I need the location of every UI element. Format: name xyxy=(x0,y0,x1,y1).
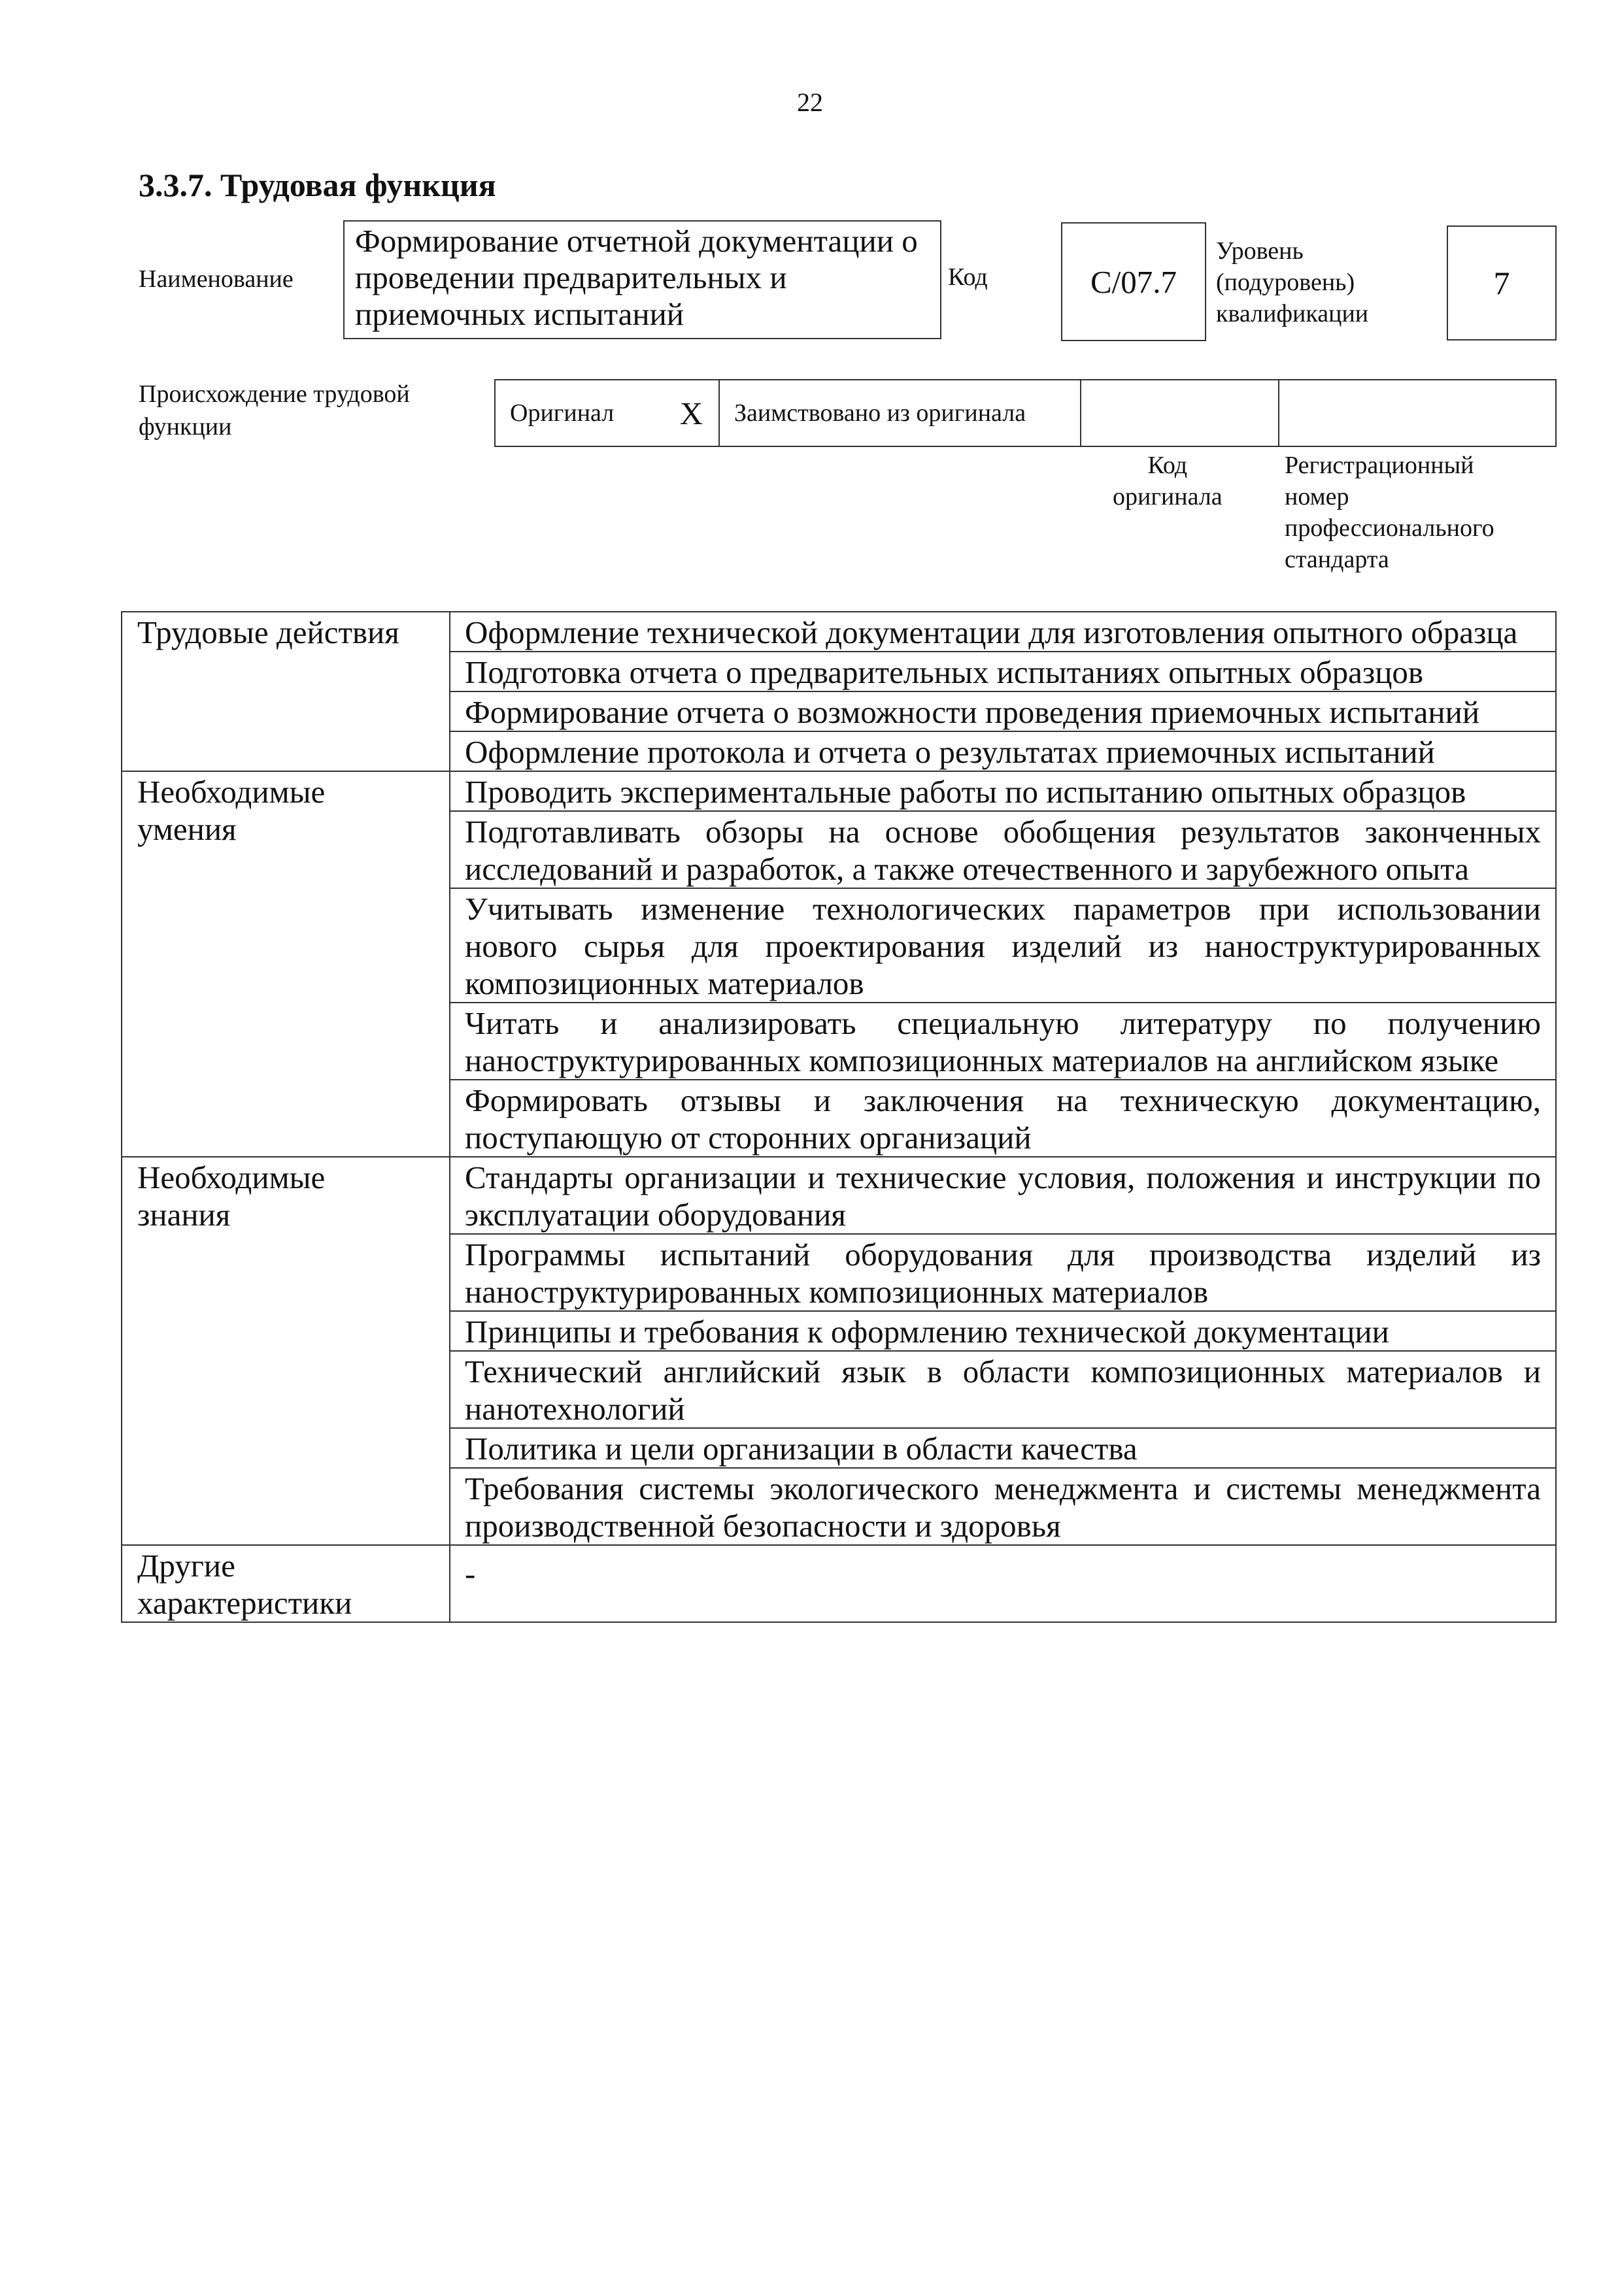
borrowed-label: Заимствовано из оригинала xyxy=(720,380,1081,446)
other-label-line1: Другие xyxy=(137,1548,235,1584)
table-row xyxy=(122,771,1556,811)
knowledge-item: Технический английский язык в области композиционных материалов и нанотехнологий xyxy=(450,1351,1556,1428)
skill-item: Читать и анализировать специальную литературу по получению наноструктурированных композиционных материалов на английском языке xyxy=(450,1003,1556,1080)
origin-label-line1: Происхождение трудовой xyxy=(139,380,410,408)
other-characteristics-label xyxy=(122,1545,450,1622)
knowledge-item: Стандарты организации и технические условия, положения и инструкции по эксплуатации оборудования xyxy=(450,1157,1556,1234)
origin-label xyxy=(139,378,410,443)
name-label: Наименование xyxy=(139,265,294,293)
reg-caption-line2: номер xyxy=(1285,483,1349,510)
reg-caption-line4: стандарта xyxy=(1285,546,1389,573)
labor-action-item: Оформление технической документации для изготовления опытного образца xyxy=(450,612,1556,652)
table-row xyxy=(122,1545,1556,1622)
page-number: 22 xyxy=(797,88,823,117)
knowledge-item: Требования системы экологического менеджмента и системы менеджмента производственной безопасности и здоровья xyxy=(450,1468,1556,1545)
original-label: Оригинал xyxy=(510,399,615,427)
labor-function-table xyxy=(121,611,1557,1623)
code-caption-line1: Код xyxy=(1147,452,1188,479)
code-box xyxy=(1061,222,1206,341)
level-box xyxy=(1447,225,1557,341)
code-caption-line2: оригинала xyxy=(1113,483,1223,510)
level-label-line3: квалификации xyxy=(1216,300,1369,327)
skills-label-line1: Необходимые xyxy=(137,774,326,810)
original-mark: X xyxy=(664,380,720,446)
table-row xyxy=(122,1157,1556,1234)
labor-action-item: Формирование отчета о возможности проведения приемочных испытаний xyxy=(450,691,1556,731)
reg-caption-line1: Регистрационный xyxy=(1285,452,1474,479)
knowledge-label-line2: знания xyxy=(137,1197,231,1233)
function-name-value: Формирование отчетной документации о проведении предварительных и приемочных испытаний xyxy=(355,223,918,332)
knowledge-item: Принципы и требования к оформлению технической документации xyxy=(450,1311,1556,1351)
labor-action-item: Оформление протокола и отчета о результатах приемочных испытаний xyxy=(450,731,1556,771)
section-title: 3.3.7. Трудовая функция xyxy=(139,167,496,203)
original-code-cell xyxy=(1081,380,1279,446)
level-label xyxy=(1216,235,1368,329)
origin-row xyxy=(494,379,1557,447)
code-label: Код xyxy=(948,263,988,291)
knowledge-item: Политика и цели организации в области качества xyxy=(450,1428,1556,1468)
code-value: С/07.7 xyxy=(1090,263,1177,300)
level-label-line1: Уровень xyxy=(1216,237,1304,265)
registration-caption xyxy=(1285,450,1494,575)
other-characteristics-value: - xyxy=(450,1545,1556,1622)
skill-item: Проводить экспериментальные работы по испытанию опытных образцов xyxy=(450,771,1556,811)
labor-actions-label: Трудовые действия xyxy=(122,612,450,771)
registration-number-cell xyxy=(1279,380,1555,446)
skill-item: Подготавливать обзоры на основе обобщения результатов законченных исследований и разработок, а также отечественного и зарубежного опыта xyxy=(450,811,1556,888)
reg-caption-line3: профессионального xyxy=(1285,514,1494,542)
knowledge-item: Программы испытаний оборудования для производства изделий из наноструктурированных композиционных материалов xyxy=(450,1234,1556,1311)
skill-item: Учитывать изменение технологических параметров при использовании нового сырья для проектирования изделий из наноструктурированных композиционных материалов xyxy=(450,888,1556,1003)
knowledge-label-line1: Необходимые xyxy=(137,1159,326,1195)
skill-item: Формировать отзывы и заключения на техническую документацию, поступающую от сторонних организаций xyxy=(450,1080,1556,1157)
original-code-caption xyxy=(1113,450,1223,512)
skills-label xyxy=(122,771,450,1157)
origin-label-line2: функции xyxy=(139,413,232,441)
other-label-line2: характеристики xyxy=(137,1585,352,1621)
labor-action-item: Подготовка отчета о предварительных испытаниях опытных образцов xyxy=(450,652,1556,691)
knowledge-label xyxy=(122,1157,450,1545)
table-row xyxy=(122,612,1556,652)
skills-label-line2: умения xyxy=(137,811,237,847)
function-name-box xyxy=(343,220,941,339)
level-value: 7 xyxy=(1493,265,1510,301)
level-label-line2: (подуровень) xyxy=(1216,269,1355,296)
